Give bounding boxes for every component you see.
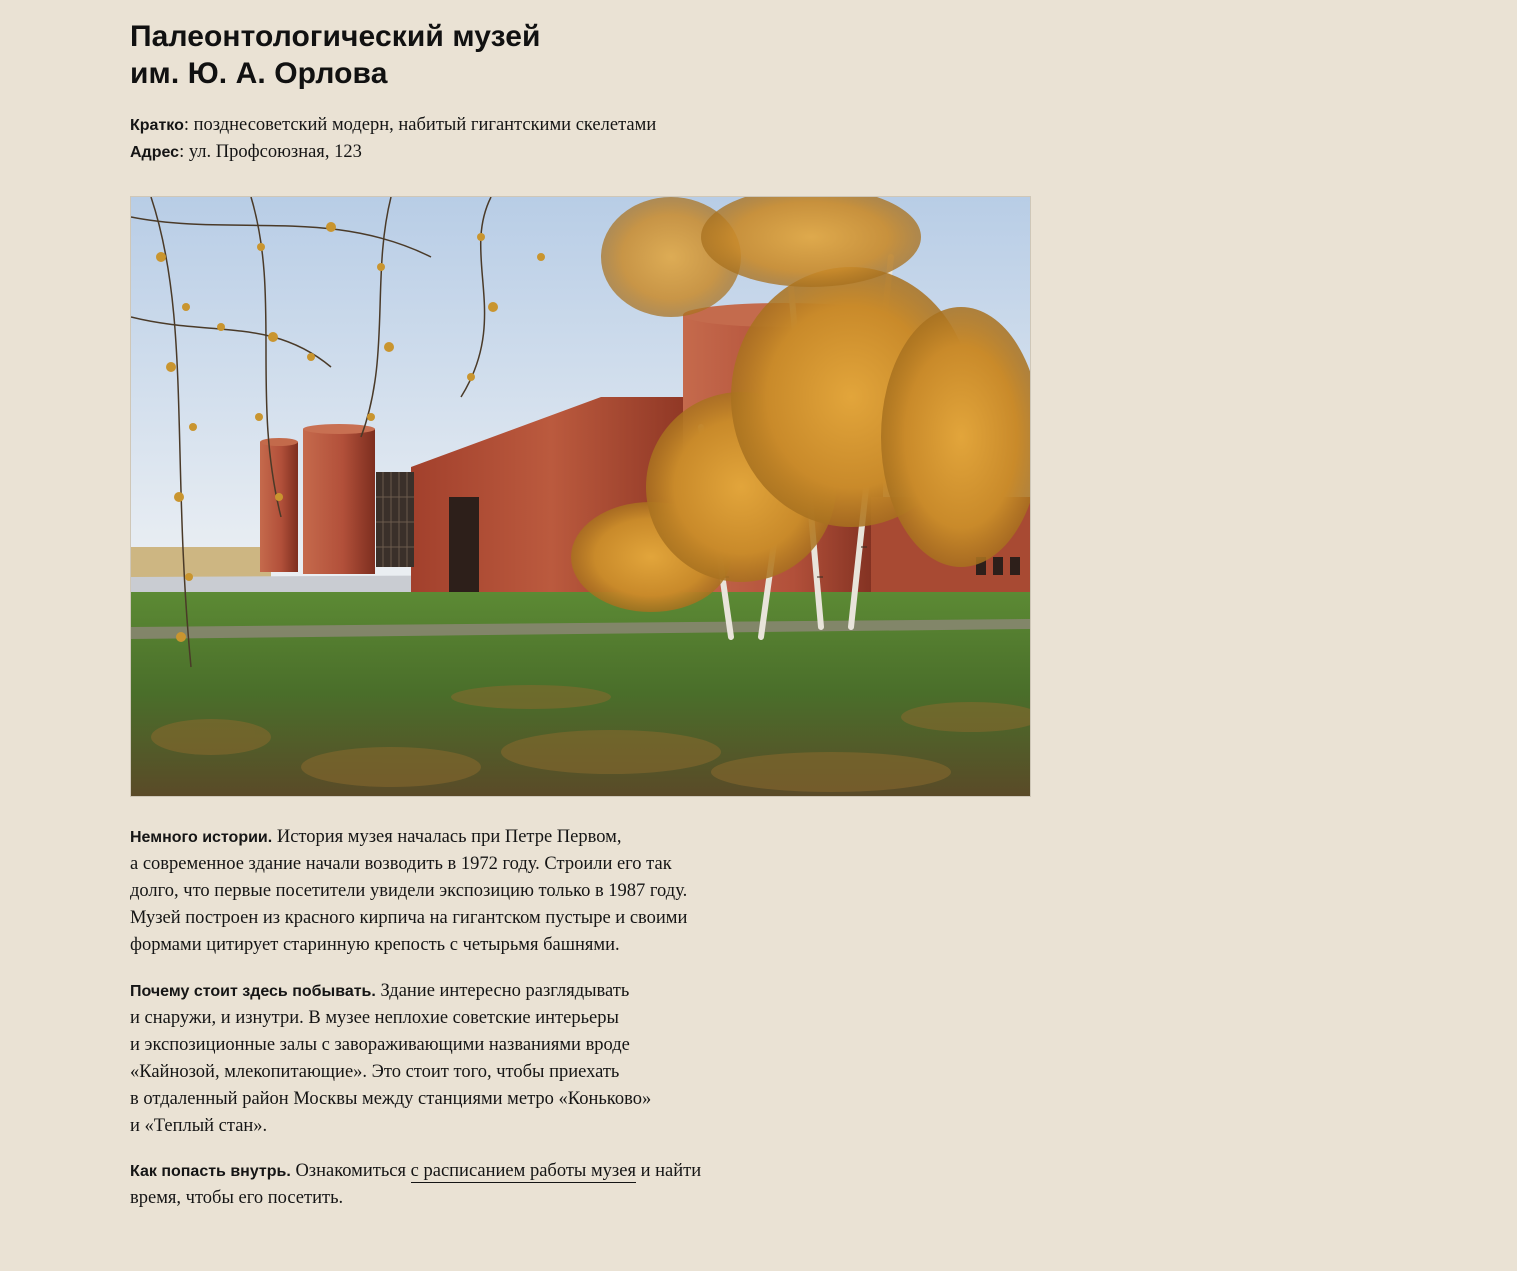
why-line-6: и «Теплый стан».	[130, 1115, 268, 1136]
schedule-link[interactable]: с расписанием работы музея	[410, 1161, 636, 1181]
history-line-5: формами цитирует старинную крепость с четырьмя башнями.	[130, 935, 620, 955]
how-line-1	[130, 1158, 770, 1185]
how-line-2: время, чтобы его посетить.	[130, 1188, 344, 1208]
history-line-4: Музей построен из красного кирпича на гигантском пустыре и своими	[130, 908, 688, 928]
history-lead: Немного истории.	[130, 829, 273, 846]
why-lead: Почему стоит здесь побывать.	[130, 982, 376, 1000]
address-value: : ул. Профсоюзная, 123	[179, 142, 362, 162]
title-line-1: Палеонтологический музей	[130, 20, 541, 53]
address-row	[130, 139, 1031, 166]
museum-photo-illustration	[131, 197, 1030, 796]
how-text-after: и найти	[635, 1161, 702, 1181]
title-line-2: им. Ю. А. Орлова	[130, 57, 388, 90]
why-line-4: «Кайнозой, млекопитающие». Это стоит того, чтобы приехать	[130, 1061, 620, 1082]
summary-value: : позднесоветский модерн, набитый гигантскими скелетами	[183, 115, 657, 135]
why-line-5: в отдаленный район Москвы между станциями метро «Коньково»	[130, 1088, 652, 1109]
why-text: Здание интересно разглядывать	[375, 980, 630, 1001]
history-line-1	[130, 824, 770, 851]
museum-photo	[130, 196, 1031, 797]
summary-row	[130, 112, 1031, 139]
how-text-before: Ознакомиться	[290, 1161, 411, 1181]
how-lead: Как попасть внутрь.	[130, 1163, 291, 1180]
history-line-2: а современное здание начали возводить в 1972 году. Строили его так	[130, 854, 672, 874]
why-visit-paragraph	[130, 978, 770, 1140]
page-title	[130, 0, 1031, 92]
why-line-2: и снаружи, и изнутри. В музее неплохие советские интерьеры	[130, 1007, 619, 1028]
key-facts	[130, 112, 1031, 166]
article	[130, 0, 1031, 1231]
history-line-3: долго, что первые посетители увидели экспозицию только в 1987 году.	[130, 881, 688, 901]
history-text: История музея началась при Петре Первом,	[272, 827, 622, 847]
how-to-get-in-paragraph	[130, 1158, 770, 1212]
why-line-1	[130, 978, 770, 1005]
address-label: Адрес	[130, 144, 180, 161]
history-paragraph	[130, 824, 770, 959]
summary-label: Кратко	[130, 117, 184, 134]
why-line-3: и экспозиционные залы с завораживающими названиями вроде	[130, 1034, 630, 1055]
